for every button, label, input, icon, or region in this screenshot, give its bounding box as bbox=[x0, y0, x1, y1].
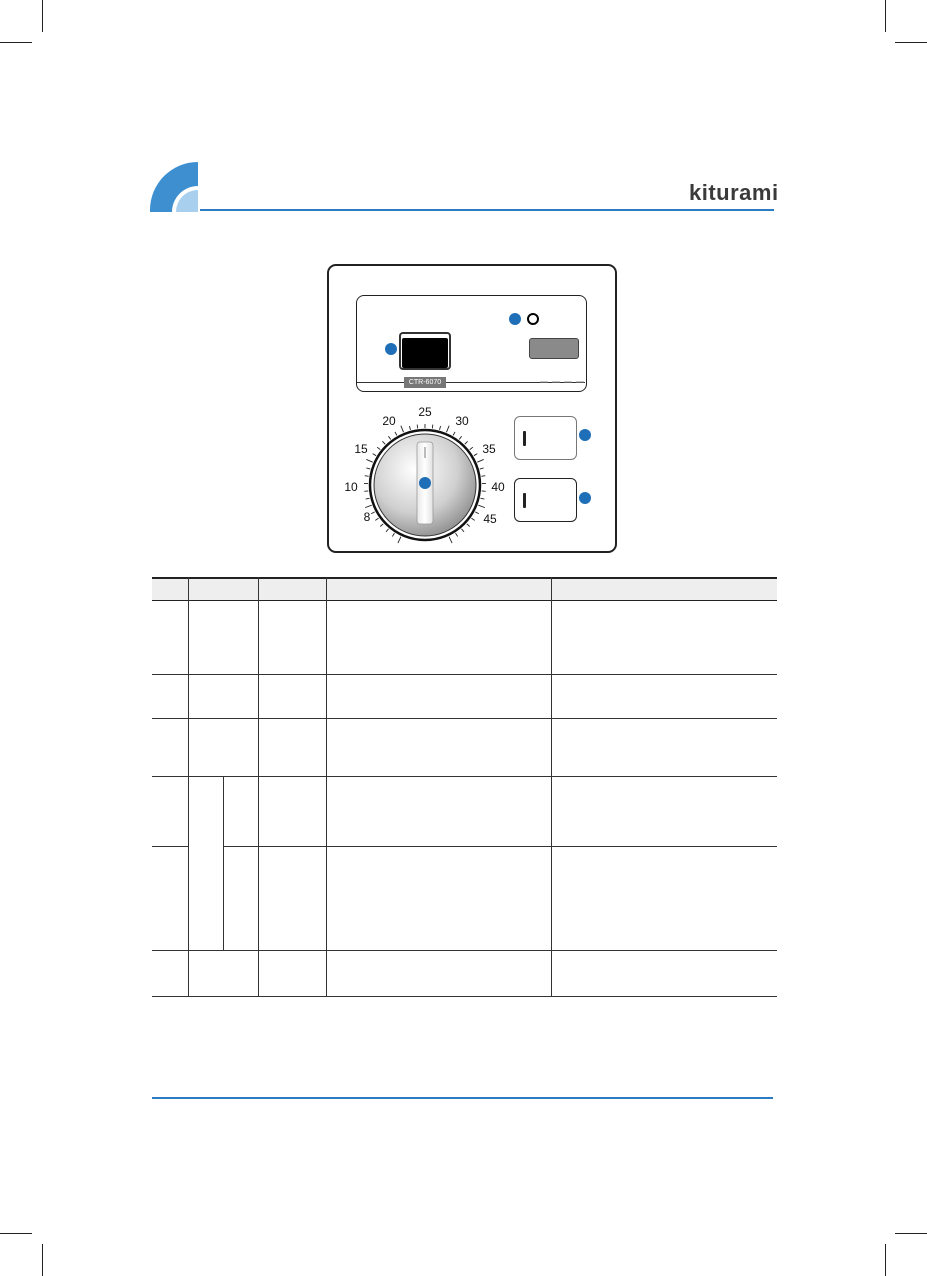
table-divider bbox=[258, 577, 259, 997]
dial-tick bbox=[366, 468, 370, 469]
dial-scale-label: 15 bbox=[354, 442, 368, 456]
dial-tick bbox=[481, 476, 485, 477]
dial-tick bbox=[401, 426, 404, 432]
switch-bar-icon bbox=[523, 493, 526, 508]
dial-tick bbox=[366, 459, 372, 462]
dial-tick bbox=[371, 512, 375, 514]
crop-mark bbox=[42, 1244, 43, 1276]
dial-tick bbox=[373, 454, 376, 456]
dial-tick bbox=[440, 426, 441, 430]
dial-tick bbox=[461, 529, 464, 532]
dashed-line bbox=[540, 380, 586, 384]
dial-tick bbox=[470, 447, 473, 449]
table-divider bbox=[551, 577, 552, 997]
dial-tick bbox=[471, 518, 474, 520]
corner-graphic-icon bbox=[150, 162, 198, 212]
crop-mark bbox=[885, 1244, 886, 1276]
callout-marker bbox=[385, 343, 397, 355]
dial-scale-label: 8 bbox=[363, 510, 371, 524]
dial-tick bbox=[467, 524, 470, 527]
crop-mark bbox=[42, 0, 43, 32]
table-row-divider bbox=[152, 776, 777, 777]
dial-scale-label: 45 bbox=[483, 512, 497, 526]
dial-tick bbox=[478, 505, 485, 507]
dial-tick bbox=[395, 432, 397, 435]
dial-tick bbox=[380, 524, 383, 527]
reset-button[interactable] bbox=[529, 338, 579, 359]
mode-button-upper[interactable] bbox=[514, 416, 577, 460]
dial-tick bbox=[480, 468, 484, 469]
dial-scale-label: 20 bbox=[382, 414, 396, 428]
dial-scale-label: 30 bbox=[455, 414, 469, 428]
dial-tick bbox=[392, 533, 394, 536]
callout-marker bbox=[579, 429, 591, 441]
dial-scale-label: 35 bbox=[482, 442, 496, 456]
callout-marker bbox=[419, 477, 431, 489]
crop-mark bbox=[885, 0, 886, 32]
dial-tick bbox=[465, 441, 468, 444]
indicator-lamp bbox=[527, 313, 539, 325]
table-divider bbox=[188, 577, 189, 997]
callout-marker bbox=[579, 492, 591, 504]
dial-tick bbox=[477, 459, 483, 462]
mode-button-lower[interactable] bbox=[514, 478, 577, 522]
dial-tick bbox=[417, 425, 418, 429]
dial-tick bbox=[375, 518, 378, 520]
table-row-divider bbox=[223, 846, 777, 847]
dial-tick bbox=[365, 505, 372, 507]
dial-tick bbox=[432, 425, 433, 429]
crop-mark bbox=[895, 42, 927, 43]
dial-tick bbox=[409, 426, 410, 430]
dial-tick bbox=[459, 436, 461, 439]
crop-mark bbox=[0, 1233, 32, 1234]
dial-tick bbox=[449, 537, 452, 543]
dial-tick bbox=[456, 533, 458, 536]
dial-tick bbox=[453, 432, 455, 435]
dial-tick bbox=[388, 436, 390, 439]
crop-mark bbox=[895, 1233, 927, 1234]
dial-tick bbox=[377, 447, 380, 449]
footer-rule bbox=[152, 1097, 773, 1099]
dial-scale-label: 40 bbox=[491, 480, 505, 494]
dial-tick bbox=[480, 498, 484, 499]
header-rule bbox=[200, 209, 774, 211]
crop-mark bbox=[0, 42, 32, 43]
power-switch-face[interactable] bbox=[402, 338, 448, 368]
dial-tick bbox=[474, 454, 477, 456]
table-row-divider bbox=[152, 674, 777, 675]
dial-tick bbox=[366, 498, 370, 499]
table-row-divider bbox=[152, 846, 188, 847]
model-label: CTR-6070 bbox=[404, 377, 446, 388]
table-header bbox=[152, 577, 777, 601]
dial-scale-label: 25 bbox=[418, 405, 432, 419]
dial-tick bbox=[475, 512, 479, 514]
table-row-divider bbox=[152, 718, 777, 719]
dial-tick bbox=[446, 426, 449, 432]
dial-tick bbox=[386, 529, 389, 532]
dial-tick bbox=[382, 441, 385, 444]
table-bottom-rule bbox=[152, 996, 777, 997]
dial-tick bbox=[365, 476, 369, 477]
brand-logo: kiturami bbox=[689, 180, 779, 205]
switch-bar-icon bbox=[523, 431, 526, 446]
table-divider bbox=[326, 577, 327, 997]
dial-scale-label: 10 bbox=[344, 480, 358, 494]
table-row-divider bbox=[152, 950, 777, 951]
callout-marker bbox=[509, 313, 521, 325]
table-divider bbox=[223, 776, 224, 950]
dial-tick bbox=[398, 537, 401, 543]
